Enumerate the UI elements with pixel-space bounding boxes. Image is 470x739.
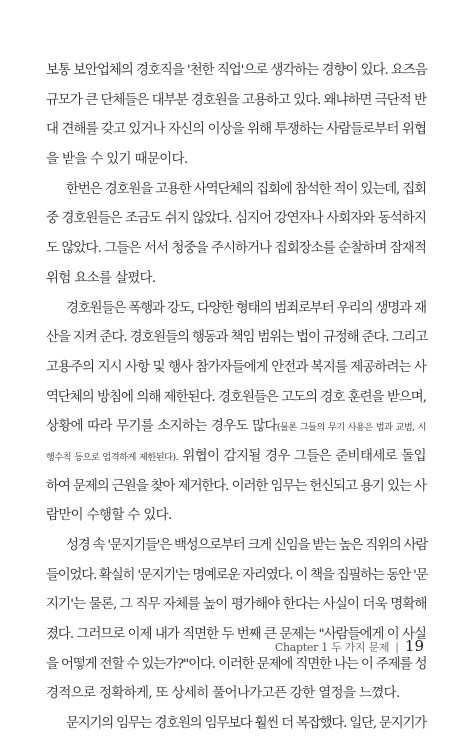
line-text: 대 견해를 갖고 있거나 자신의 이상을 위해 투쟁하는 사람들로부터 위협 (46, 122, 426, 138)
text-line (46, 56, 426, 86)
footer-separator: | (395, 641, 399, 654)
running-footer (275, 637, 424, 659)
chapter-title: Chapter 1 두 가지 문제 (274, 641, 390, 654)
text-line (46, 383, 426, 413)
text-line (46, 709, 426, 739)
line-text: 중 경호원들은 조금도 쉬지 않았다. 심지어 강연자나 사회자와 동석하지 (46, 211, 426, 227)
text-line (46, 472, 426, 502)
line-text: 상황에 따라 무기를 소지하는 경우도 많다 (46, 419, 277, 435)
text-line (46, 442, 426, 472)
text-line (46, 353, 426, 383)
line-text: 산을 지켜 준다. 경호원들의 행동과 책임 범위는 법이 규정해 준다. 그리고 (46, 330, 428, 346)
line-text: 졌다. 그러므로 이제 내가 직면한 두 번째 큰 문제는 "사람들에게 이 사실 (46, 627, 426, 643)
line-text: 한번은 경호원을 고용한 사역단체의 집회에 참석한 적이 있는데, 집회 (66, 181, 426, 197)
text-line (46, 234, 426, 264)
text-line (46, 294, 426, 324)
text-line (46, 264, 426, 294)
line-text: 보통 보안업체의 경호직을 '천한 직업'으로 생각하는 경향이 있다. 요즈음 (46, 63, 427, 78)
text-line (46, 115, 426, 145)
line-text: 하여 문제의 근원을 찾아 제거한다. 이러한 임무는 헌신되고 용기 있는 사 (46, 478, 426, 494)
text-line (46, 86, 426, 116)
parenthetical-note: (물론 그들의 무기 사용은 법과 교범, 시 (276, 422, 426, 434)
page-number: 19 (404, 637, 424, 655)
line-text: 성경 속 '문지기들'은 백성으로부터 크게 신임을 받는 높은 직위의 사람 (66, 538, 428, 553)
line-text: 을 받을 수 있기 때문이다. (46, 152, 188, 168)
line-text: 들이었다. 확실히 '문지기'는 명예로운 자리였다. 이 책을 집필하는 동안 '문 (46, 567, 428, 583)
text-line (46, 323, 426, 353)
text-line (46, 590, 426, 620)
text-line (46, 204, 426, 234)
text-line (46, 561, 426, 591)
line-text: 문지기의 임무는 경호원의 임무보다 훨씬 더 복잡했다. 일단, 문지기가 (66, 716, 426, 732)
text-line (46, 679, 426, 709)
text-line (46, 501, 426, 531)
line-text: 지기'는 물론, 그 직무 자체를 높이 평가해야 한다는 사실이 더욱 명확해 (46, 597, 427, 613)
line-text: 을 어떻게 전할 수 있는가?"이다. 이러한 문제에 직면한 나는 이 주제를 성 (46, 656, 427, 672)
text-line (46, 175, 426, 205)
line-text: 위협이 감지될 경우 그들은 준비태세로 돌입 (178, 448, 426, 464)
text-line (46, 531, 426, 561)
line-text: 고용주의 지시 사항 및 행사 참가자들에게 안전과 복지를 제공하려는 사 (46, 359, 426, 375)
text-line (46, 412, 426, 442)
text-line (46, 145, 426, 175)
line-text: 경호원들은 폭행과 강도, 다양한 형태의 범죄로부터 우리의 생명과 재 (66, 300, 426, 316)
line-text: 위험 요소를 살폈다. (46, 270, 156, 286)
line-text: 경적으로 정확하게, 또 상세히 풀어나가고픈 강한 열정을 느꼈다. (46, 686, 400, 702)
line-text: 도 않았다. 그들은 서서 청중을 주시하거나 집회장소를 순찰하며 잠재적 (46, 241, 426, 257)
line-text: 람만이 수행할 수 있다. (46, 508, 172, 524)
line-text: 역단체의 방침에 의해 제한된다. 경호원들은 고도의 경호 훈련을 받으며, (46, 389, 426, 405)
line-text: 규모가 큰 단체들은 대부분 경호원을 고용하고 있다. 왜냐하면 극단적 반 (46, 92, 426, 108)
parenthetical-note: 행수칙 등으로 엄격하게 제한된다). (46, 451, 179, 463)
